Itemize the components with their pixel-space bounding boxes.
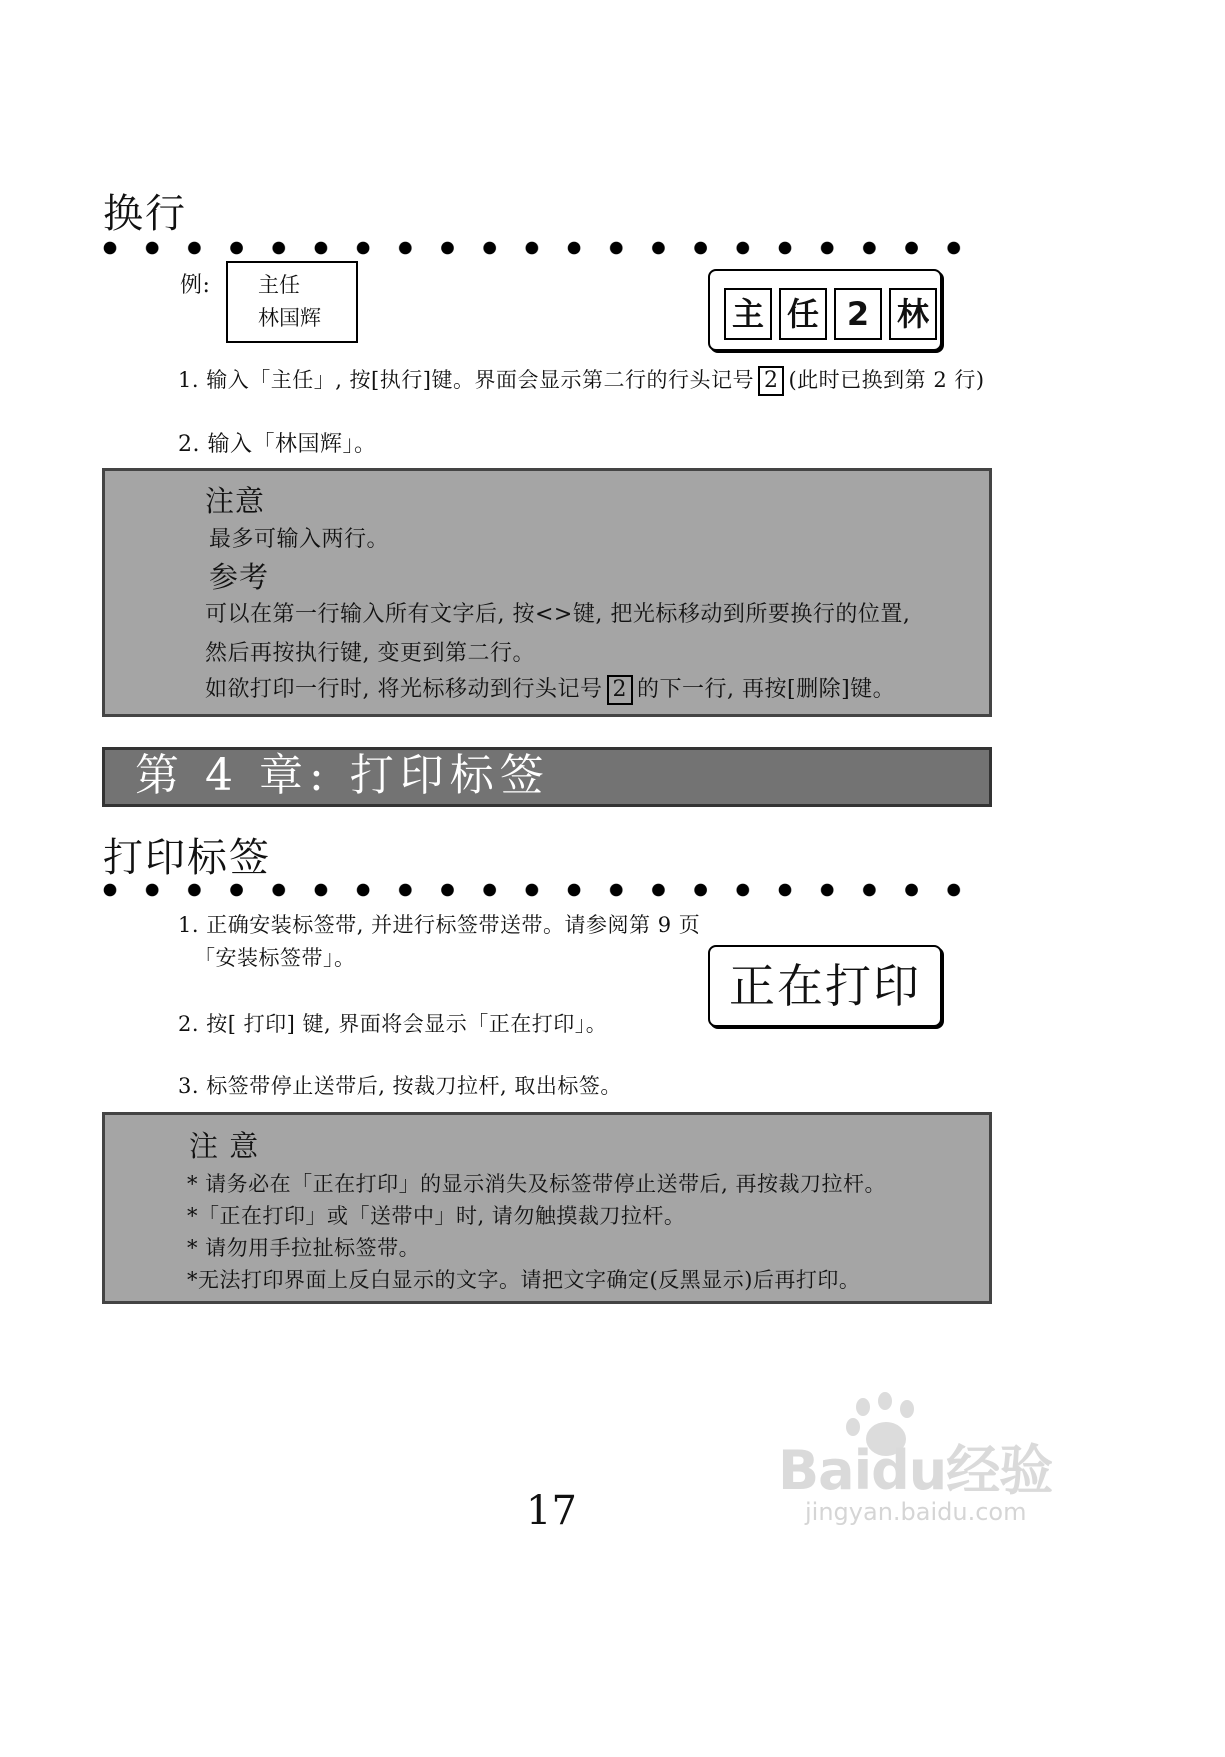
- note-item: *「正在打印」或「送带中」时, 请勿触摸裁刀拉杆。: [187, 1204, 686, 1228]
- reference-line-1: 可以在第一行输入所有文字后, 按<>键, 把光标移动到所要换行的位置,: [205, 602, 911, 627]
- line-head-mark: 2: [758, 366, 785, 396]
- chapter-title-bar: 第 4 章: 打印标签: [102, 747, 992, 807]
- example-line-2: 林国辉: [258, 306, 321, 330]
- lcd-display-line-break: [708, 269, 942, 351]
- step-2-text: 2. 输入「林国辉」。: [178, 432, 377, 457]
- step-1-part-a: 1. 输入「主任」, 按[执行]键。界面会显示第二行的行头记号: [178, 368, 754, 392]
- note-box-2: [102, 1112, 992, 1304]
- reference-line-3-part-a: 如欲打印一行时, 将光标移动到行头记号: [205, 677, 603, 702]
- dotted-divider: [103, 241, 983, 255]
- reference-line-2: 然后再按执行键, 变更到第二行。: [205, 641, 535, 666]
- print-step-3: 3. 标签带停止送带后, 按裁刀拉杆, 取出标签。: [178, 1074, 622, 1098]
- lcd-cell: 2: [834, 288, 882, 340]
- section-heading-line-break: 换行: [103, 191, 187, 237]
- note-item: *无法打印界面上反白显示的文字。请把文字确定(反黑显示)后再打印。: [187, 1268, 861, 1292]
- section-heading-print-label: 打印标签: [103, 835, 271, 881]
- example-line-1: 主任: [258, 273, 300, 297]
- page-number: 17: [526, 1488, 577, 1534]
- print-step-1-line-1: 1. 正确安装标签带, 并进行标签带送带。请参阅第 9 页: [178, 913, 701, 937]
- print-step-1-line-2: 「安装标签带」。: [194, 946, 356, 970]
- reference-title: 参考: [209, 560, 270, 594]
- note-item: * 请务必在「正在打印」的显示消失及标签带停止送带后, 再按裁刀拉杆。: [187, 1172, 887, 1196]
- line-head-mark: 2: [607, 675, 634, 705]
- example-label: 例:: [180, 273, 211, 298]
- watermark-url: jingyan.baidu.com: [805, 1498, 1027, 1526]
- reference-line-3: [205, 672, 895, 705]
- step-1-text: [178, 364, 985, 396]
- note-title: 注 意: [189, 1129, 260, 1163]
- note-text: 最多可输入两行。: [209, 527, 390, 552]
- note-title: 注意: [205, 484, 266, 518]
- example-box: [226, 261, 358, 343]
- reference-line-3-part-b: 的下一行, 再按[删除]键。: [637, 677, 896, 702]
- step-1-part-b: (此时已换到第 2 行): [788, 368, 985, 392]
- watermark-logo: Baidu经验: [778, 1439, 1053, 1502]
- dotted-divider: [103, 883, 983, 897]
- lcd-cell: 主: [724, 288, 772, 340]
- print-step-2: 2. 按[ 打印] 键, 界面将会显示「正在打印」。: [178, 1012, 608, 1036]
- lcd-display-printing: 正在打印: [708, 945, 942, 1027]
- note-box-1: [102, 468, 992, 717]
- note-item: * 请勿用手拉扯标签带。: [187, 1236, 421, 1260]
- lcd-cell: 任: [779, 288, 827, 340]
- lcd-cell: 林: [889, 288, 937, 340]
